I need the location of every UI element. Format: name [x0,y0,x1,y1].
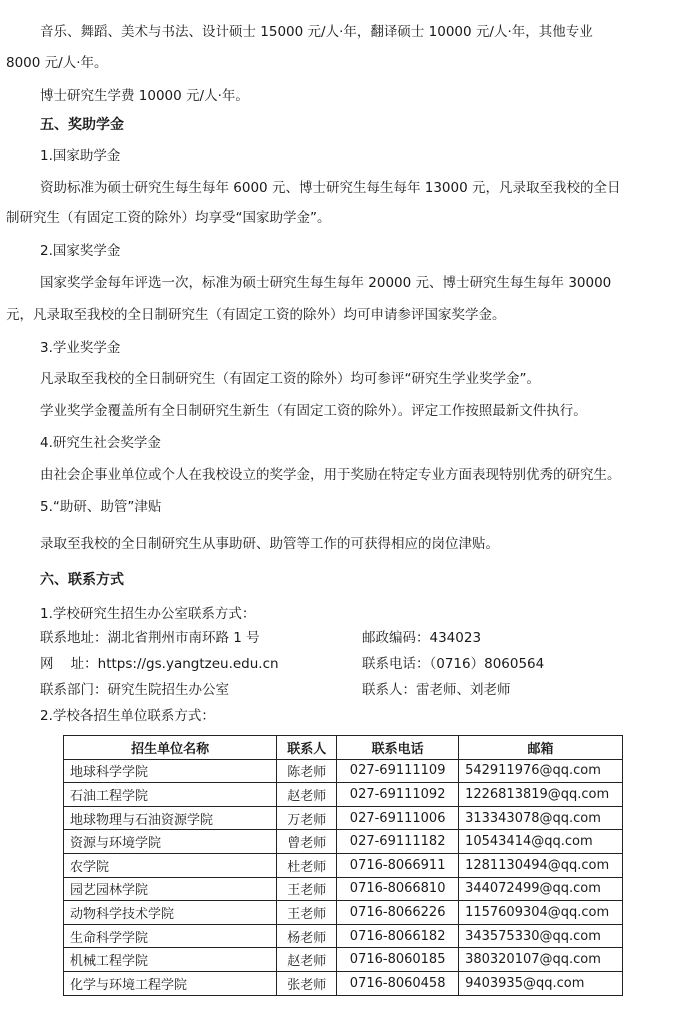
contact-row [40,680,511,700]
unit-email: 380320107@qq.com [459,948,623,972]
paragraph-line: 元，凡录取至我校的全日制研究生（有固定工资的除外）均可申请参评国家奖学金。 [6,307,506,323]
section-heading-scholarship: 五、奖助学金 [40,117,124,133]
table-row [64,853,623,877]
unit-email: 344072499@qq.com [459,877,623,901]
unit-phone: 0716-8066911 [337,853,459,877]
unit-name: 石油工程学院 [64,783,277,807]
header-contact-person: 联系人 [277,736,337,760]
unit-phone: 027-69111182 [337,830,459,854]
subsection-title: 1.国家助学金 [40,148,121,164]
unit-email: 9403935@qq.com [459,971,623,995]
unit-contact: 曾老师 [277,830,337,854]
unit-email: 1281130494@qq.com [459,853,623,877]
table-row [64,783,623,807]
tuition-line-1: 音乐、舞蹈、美术与书法、设计硕士 15000 元/人·年，翻译硕士 10000 元/人·年，其他专业 [40,24,593,40]
paragraph-line: 资助标准为硕士研究生每生每年 6000 元、博士研究生每生每年 13000 元，凡录取至我校的全日 [40,180,621,196]
paragraph-line: 制研究生（有固定工资的除外）均享受“国家助学金”。 [6,210,331,226]
unit-contact: 赵老师 [277,948,337,972]
contact-website-link[interactable]: 网 址：https://gs.yangtzeu.edu.cn [40,656,279,672]
unit-phone: 0716-8066182 [337,924,459,948]
subsection-title: 1.学校研究生招生办公室联系方式： [40,606,256,622]
tuition-line-3: 博士研究生学费 10000 元/人·年。 [40,88,249,104]
header-email: 邮箱 [459,736,623,760]
unit-name: 动物科学技术学院 [64,901,277,925]
paragraph-line: 国家奖学金每年评选一次，标准为硕士研究生每生每年 20000 元、博士研究生每生每年 30000 [40,275,612,291]
unit-contact: 万老师 [277,806,337,830]
subsection-title: 2.国家奖学金 [40,243,121,259]
unit-contact: 杜老师 [277,853,337,877]
contact-postcode: 邮政编码：434023 [362,630,482,646]
contact-address: 联系地址：湖北省荆州市南环路 1 号 [40,630,260,646]
paragraph-line: 凡录取至我校的全日制研究生（有固定工资的除外）均可参评“研究生学业奖学金”。 [40,371,540,387]
contact-row [40,628,482,648]
unit-name: 农学院 [64,853,277,877]
unit-contact: 赵老师 [277,783,337,807]
table-row [64,830,623,854]
unit-email: 313343078@qq.com [459,806,623,830]
unit-email: 343575330@qq.com [459,924,623,948]
unit-phone: 027-69111006 [337,806,459,830]
table-header-row [64,736,623,760]
unit-phone: 027-69111109 [337,759,459,783]
contact-person: 联系人：雷老师、刘老师 [362,682,511,698]
table-row [64,759,623,783]
unit-phone: 0716-8066226 [337,901,459,925]
subsection-title: 2.学校各招生单位联系方式： [40,708,215,724]
unit-name: 生命科学学院 [64,924,277,948]
table-row [64,806,623,830]
unit-contact: 王老师 [277,901,337,925]
unit-email: 542911976@qq.com [459,759,623,783]
unit-name: 化学与环境工程学院 [64,971,277,995]
unit-contact: 陈老师 [277,759,337,783]
section-heading-contact: 六、联系方式 [40,572,124,588]
subsection-title: 4.研究生社会奖学金 [40,435,161,451]
table-row [64,924,623,948]
tuition-line-2: 8000 元/人·年。 [6,55,108,71]
unit-phone: 0716-8060185 [337,948,459,972]
paragraph-line: 学业奖学金覆盖所有全日制研究生新生（有固定工资的除外）。评定工作按照最新文件执行。 [40,403,587,419]
unit-contact: 张老师 [277,971,337,995]
subsection-title: 3.学业奖学金 [40,340,121,356]
unit-name: 地球科学学院 [64,759,277,783]
paragraph-line: 由社会企事业单位或个人在我校设立的奖学金，用于奖励在特定专业方面表现特别优秀的研究生。 [40,467,621,483]
header-contact-phone: 联系电话 [337,736,459,760]
subsection-title: 5.“助研、助管”津贴 [40,499,162,515]
contact-row [40,654,545,674]
unit-name: 机械工程学院 [64,948,277,972]
table-row [64,971,623,995]
admission-units-table [63,735,623,996]
unit-email: 1157609304@qq.com [459,901,623,925]
unit-phone: 0716-8066810 [337,877,459,901]
table-row [64,901,623,925]
contact-phone: 联系电话：（0716）8060564 [362,656,545,672]
paragraph-line: 录取至我校的全日制研究生从事助研、助管等工作的可获得相应的岗位津贴。 [40,536,499,552]
header-unit-name: 招生单位名称 [64,736,277,760]
unit-phone: 0716-8060458 [337,971,459,995]
unit-name: 园艺园林学院 [64,877,277,901]
table-row [64,877,623,901]
unit-phone: 027-69111092 [337,783,459,807]
unit-contact: 王老师 [277,877,337,901]
unit-contact: 杨老师 [277,924,337,948]
unit-name: 资源与环境学院 [64,830,277,854]
unit-name: 地球物理与石油资源学院 [64,806,277,830]
unit-email: 10543414@qq.com [459,830,623,854]
table-row [64,948,623,972]
contact-department: 联系部门：研究生院招生办公室 [40,682,229,698]
unit-email: 1226813819@qq.com [459,783,623,807]
